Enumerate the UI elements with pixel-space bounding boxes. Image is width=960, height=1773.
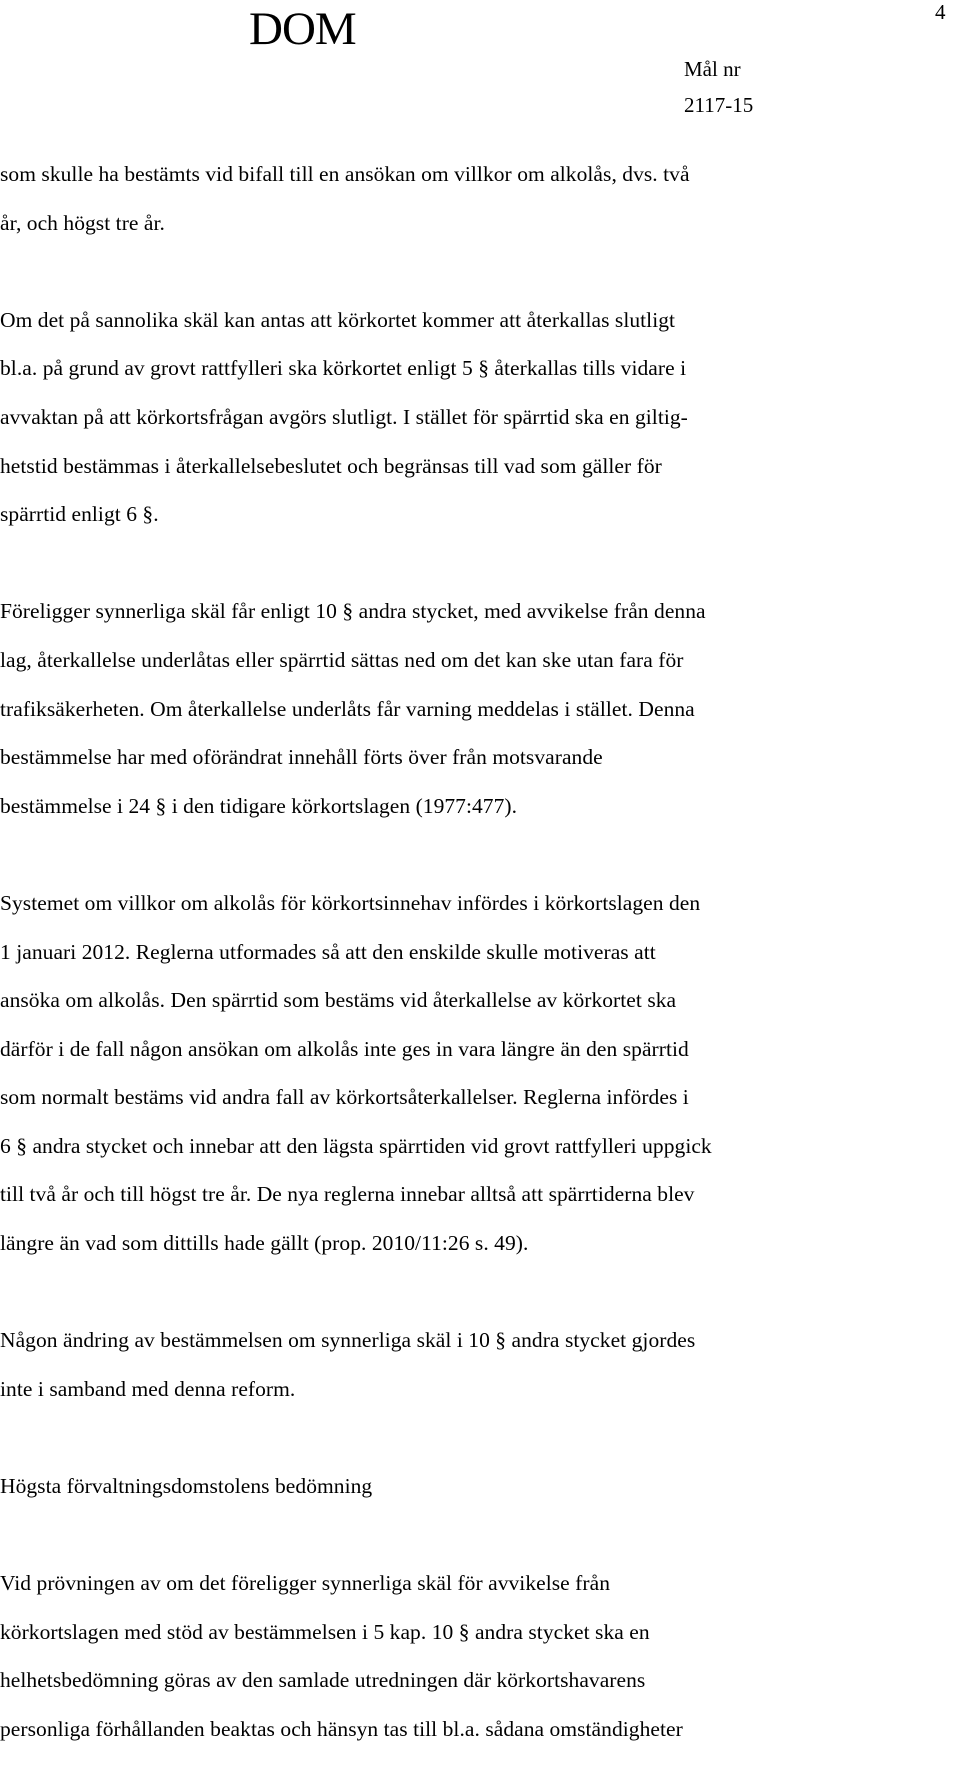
text-line: Systemet om villkor om alkolås för körkortsinnehav infördes i körkortslagen den bbox=[0, 890, 701, 915]
text-line: bl.a. på grund av grovt rattfylleri ska körkortet enligt 5 § återkallas tills vidare i bbox=[0, 356, 687, 381]
text-line: bestämmelse har med oförändrat innehåll förts över från motsvarande bbox=[0, 745, 603, 770]
text-line: Vid prövningen av om det föreligger synnerliga skäl för avvikelse från bbox=[0, 1571, 610, 1596]
case-number: 2117-15 bbox=[684, 93, 754, 117]
text-line: Någon ändring av bestämmelsen om synnerliga skäl i 10 § andra stycket gjordes bbox=[0, 1328, 696, 1353]
text-line: spärrtid enligt 6 §. bbox=[0, 502, 159, 527]
text-line: Om det på sannolika skäl kan antas att körkortet kommer att återkallas slutligt bbox=[0, 307, 676, 332]
paragraph-bedomning bbox=[0, 1559, 925, 1753]
text-line: Föreligger synnerliga skäl får enligt 10 § andra stycket, med avvikelse från denna bbox=[0, 599, 706, 624]
case-number-label: Mål nr bbox=[684, 57, 741, 81]
text-line: som skulle ha bestämts vid bifall till en ansökan om villkor om alkolås, dvs. två bbox=[0, 162, 690, 186]
paragraph-alkolas-systemet bbox=[0, 879, 925, 1268]
text-line: år, och högst tre år. bbox=[0, 210, 165, 235]
text-line: till två år och till högst tre år. De nya reglerna innebar alltså att spärrtiderna blev bbox=[0, 1182, 695, 1207]
paragraph-aterkallelse-tills-vidare bbox=[0, 296, 925, 539]
text-line: hetstid bestämmas i återkallelsebeslutet och begränsas till vad som gäller för bbox=[0, 453, 662, 478]
text-line: 6 § andra stycket och innebar att den lägsta spärrtiden vid grovt rattfylleri uppgick bbox=[0, 1133, 712, 1158]
text-line: inte i samband med denna reform. bbox=[0, 1376, 296, 1401]
text-line: körkortslagen med stöd av bestämmelsen i 5 kap. 10 § andra stycket ska en bbox=[0, 1619, 650, 1644]
paragraph-synnerliga-skal bbox=[0, 587, 925, 830]
text-line: 1 januari 2012. Reglerna utformades så att den enskilde skulle motiveras att bbox=[0, 939, 656, 964]
text-line: helhetsbedömning göras av den samlade utredningen där körkortshavarens bbox=[0, 1668, 646, 1693]
paragraph-ingen-andring bbox=[0, 1316, 925, 1413]
section-heading: Högsta förvaltningsdomstolens bedömning bbox=[0, 1474, 373, 1499]
text-line: trafiksäkerheten. Om återkallelse underlåts får varning meddelas i stället. Denna bbox=[0, 696, 695, 721]
text-line: som normalt bestäms vid andra fall av körkortsåterkallelser. Reglerna infördes i bbox=[0, 1085, 689, 1110]
document-title: DOM bbox=[249, 3, 356, 55]
text-line: personliga förhållanden beaktas och hänsyn tas till bl.a. sådana omständigheter bbox=[0, 1717, 683, 1741]
page-number: 4 bbox=[935, 0, 946, 24]
text-line: lag, återkallelse underlåtas eller spärrtid sättas ned om det kan ske utan fara för bbox=[0, 647, 684, 672]
paragraph-alkolas-sparrtid bbox=[0, 150, 925, 247]
text-line: avvaktan på att körkortsfrågan avgörs slutligt. I stället för spärrtid ska en giltig- bbox=[0, 404, 688, 429]
text-line: bestämmelse i 24 § i den tidigare körkortslagen (1977:477). bbox=[0, 793, 518, 818]
text-line: längre än vad som dittills hade gällt (prop. 2010/11:26 s. 49). bbox=[0, 1231, 529, 1256]
text-line: ansöka om alkolås. Den spärrtid som bestäms vid återkallelse av körkortet ska bbox=[0, 988, 677, 1013]
text-line: därför i de fall någon ansökan om alkolås inte ges in vara längre än den spärrtid bbox=[0, 1036, 689, 1061]
document-body bbox=[0, 150, 925, 1754]
